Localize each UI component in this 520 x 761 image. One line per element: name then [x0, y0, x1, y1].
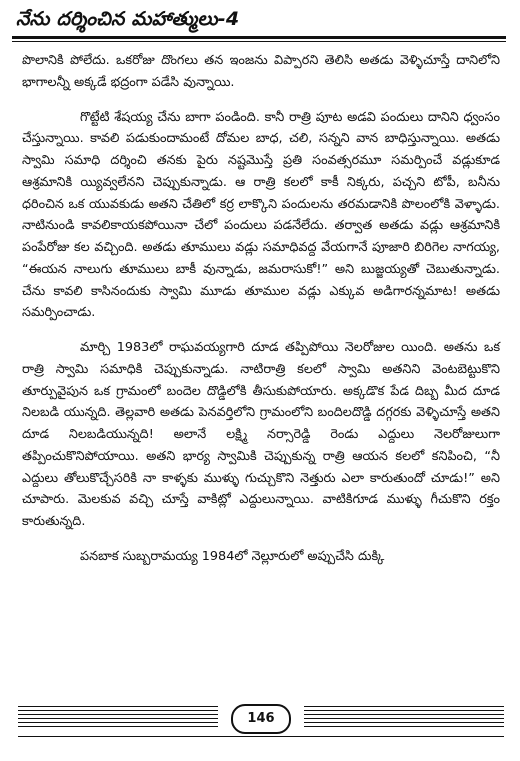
paragraph-3: మార్చి 1983లో రాఘవయ్యగారి దూడ తప్పిపోయి నెలరోజుల యింది. అతను ఒక రాత్రి స్వామి సమాధికి చెప్పుకున్నాడు. నాటిరాత్రి కలలో స్వామి అతనిని వెంటబెట్టుకొని తూర్పువైపున ఒక గ్రామంలో బందెల దొడ్డిలోకి తీసుకుపోయారు. అక్కడొక పేడ దిబ్బ మీద దూడ నిలబడి యున్నది. తెల్లవారి అతడు పెనవర్తిలోని గ్రామంలోని బందిలదొడ్డి దగ్గరకు వెళ్ళిచూస్తే అతని దూడ నిలబడియున్నది! అలానే లక్ష్మి నర్సారెడ్డి రెండు ఎద్దులు నెలరోజులుగా తప్పించుకొనిపోయాయి. అతని భార్య స్వామికి చెప్పుకున్న రాత్రి ఆయన కలలో కనిపించి, “నీ ఎద్దులు తోలుకొచ్చేసరికి నా కాళ్ళకు ముళ్ళు గుచ్చుకొని నెత్తురు ఎలా కారుతుందో చూడు!” అని చూపారు. మెలకువ వచ్చి చూస్తే వాకిట్లో ఎద్దులున్నాయి. వాటికిగూడ ముళ్ళు గీచుకొని రక్తం కారుతున్నది.	[22, 340, 500, 529]
running-header	[12, 2, 506, 42]
page-number: 146	[231, 704, 291, 734]
header-rule-thin	[12, 41, 506, 42]
page-footer	[18, 706, 504, 746]
page-body	[22, 50, 500, 568]
header-rule	[12, 36, 506, 39]
paragraph-2: గొట్టేటి శేషయ్య చేను బాగా పండింది. కానీ రాత్రి పూట అడవి పందులు దానిని ధ్వంసం చేస్తున్నాయి. కావలి పడుకుందామంటే దోమల బాధ, చలి, సన్నని వాన బాధిస్తున్నాయి. అతడు స్వామి సమాధి దర్శించి తనకు పైరు నష్టమొస్తే ప్రతి సంవత్సరమూ సమర్పించే వడ్లుకూడ ఆశ్రమానికి య్యివ్వలేనని చెప్పుకున్నాడు. ఆ రాత్రి కలలో కాకీ నిక్కరు, పచ్చని టోపీ, బనీను ధరించిన ఒక యువకుడు అతని చేతిలో కర్ర లాక్కొని పందులను తరమడానికి పొలంలోకి వెళ్ళాడు. నాటినుండి కావలికాయకపోయినా చేలో పందులు పడనేలేదు. తర్వాత అతడు వడ్లు ఆశ్రమానికి పంపేరోజు కల వచ్చింది. అతడు తూములు వడ్లు సమాధివద్ద వేయగానే పూజారి బిరిగెల నాగయ్య, “ఈయన నాలుగు తూములు బాకీ వున్నాడు, జమరాసుకో!” అని బుజ్జయ్యతో చెబుతున్నాడు. చేను కావలి కాసినందుకు స్వామి మూడు తూముల వడ్లు ఎక్కువ అడిగారన్నమాట! అతడు సమర్పించాడు.	[22, 109, 500, 321]
footer-rules-left	[18, 706, 218, 730]
book-title: నేను దర్శించిన మహాత్ములు-4	[16, 8, 240, 30]
paragraph-1: పొలానికి పోలేదు. ఒకరోజు దొంగలు తన ఇంజను విప్పారని తెలిసి అతడు వెళ్ళిచూస్తే దానిలోని భాగాలన్నీ అక్కడే భద్రంగా పడేసి వున్నాయి.	[22, 53, 500, 90]
footer-rules-right	[304, 706, 504, 730]
paragraph-4: పనబాక సుబ్బరామయ్య 1984లో నెల్లూరులో అప్పుచేసి దుక్కి	[80, 548, 385, 564]
footer-base-rule	[18, 736, 504, 737]
